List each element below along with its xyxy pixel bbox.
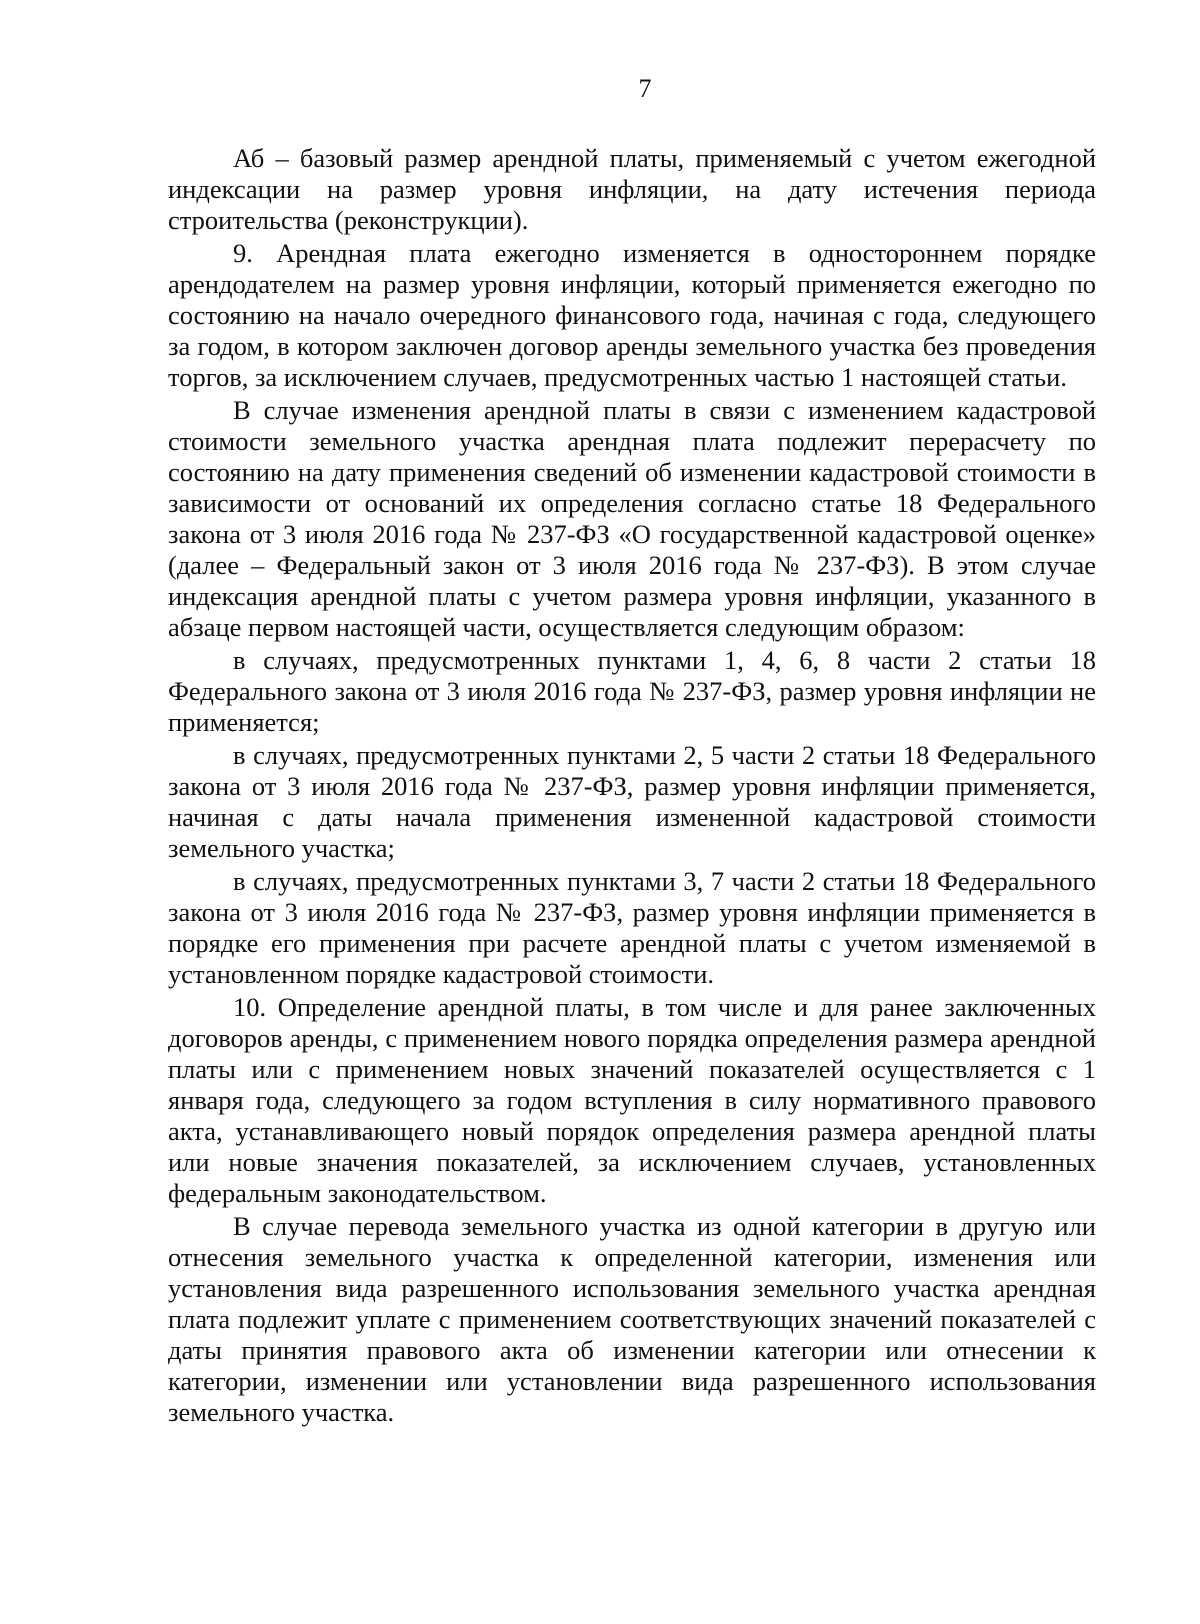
page-number: 7 [638, 74, 652, 103]
paragraph-case-points-2-5: в случаях, предусмотренных пунктами 2, 5 части 2 статьи 18 Федерального закона от 3 июля 2016 года № 237-ФЗ, размер уровня инфляции применяется, начиная с даты начала применения измененной кадастровой стоимости земельного участка; [168, 740, 1096, 863]
paragraph-base-rent-definition: Аб – базовый размер арендной платы, применяемый с учетом ежегодной индексации на размер уровня инфляции, на дату истечения периода строительства (реконструкции). [168, 143, 1096, 235]
paragraph-case-points-3-7: в случаях, предусмотренных пунктами 3, 7 части 2 статьи 18 Федерального закона от 3 июля 2016 года № 237-ФЗ, размер уровня инфляции применяется в порядке его применения при расчете арендной платы с учетом изменяемой в установленном порядке кадастровой стоимости. [168, 866, 1096, 989]
paragraph-cadastral-change: В случае изменения арендной платы в связи с изменением кадастровой стоимости земельного участка арендная плата подлежит перерасчету по состоянию на дату применения сведений об изменении кадастровой стоимости в зависимости от оснований их определения согласно статье 18 Федерального закона от 3 июля 2016 года № 237-ФЗ «О государственной кадастровой оценке» (далее – Федеральный закон от 3 июля 2016 года № 237-ФЗ). В этом случае индексация арендной платы с учетом размера уровня инфляции, указанного в абзаце первом настоящей части, осуществляется следующим образом: [168, 395, 1096, 642]
paragraph-item-10: 10. Определение арендной платы, в том числе и для ранее заключенных договоров аренды, с применением нового порядка определения размера арендной платы или с применением новых значений показателей осуществляется с 1 января года, следующего за годом вступления в силу нормативного правового акта, устанавливающего новый порядок определения размера арендной платы или новые значения показателей, за исключением случаев, установленных федеральным законодательством. [168, 992, 1096, 1208]
paragraph-item-9: 9. Арендная плата ежегодно изменяется в одностороннем порядке арендодателем на размер уровня инфляции, который применяется ежегодно по состоянию на начало очередного финансового года, начиная с года, следующего за годом, в котором заключен договор аренды земельного участка без проведения торгов, за исключением случаев, предусмотренных частью 1 настоящей статьи. [168, 238, 1096, 392]
document-body [168, 143, 1096, 1428]
paragraph-case-points-1-4-6-8: в случаях, предусмотренных пунктами 1, 4, 6, 8 части 2 статьи 18 Федерального закона от 3 июля 2016 года № 237-ФЗ, размер уровня инфляции не применяется; [168, 645, 1096, 737]
paragraph-land-category-change: В случае перевода земельного участка из одной категории в другую или отнесения земельного участка к определенной категории, изменения или установления вида разрешенного использования земельного участка арендная плата подлежит уплате с применением соответствующих значений показателей с даты принятия правового акта об изменении категории или отнесении к категории, изменении или установлении вида разрешенного использования земельного участка. [168, 1211, 1096, 1427]
